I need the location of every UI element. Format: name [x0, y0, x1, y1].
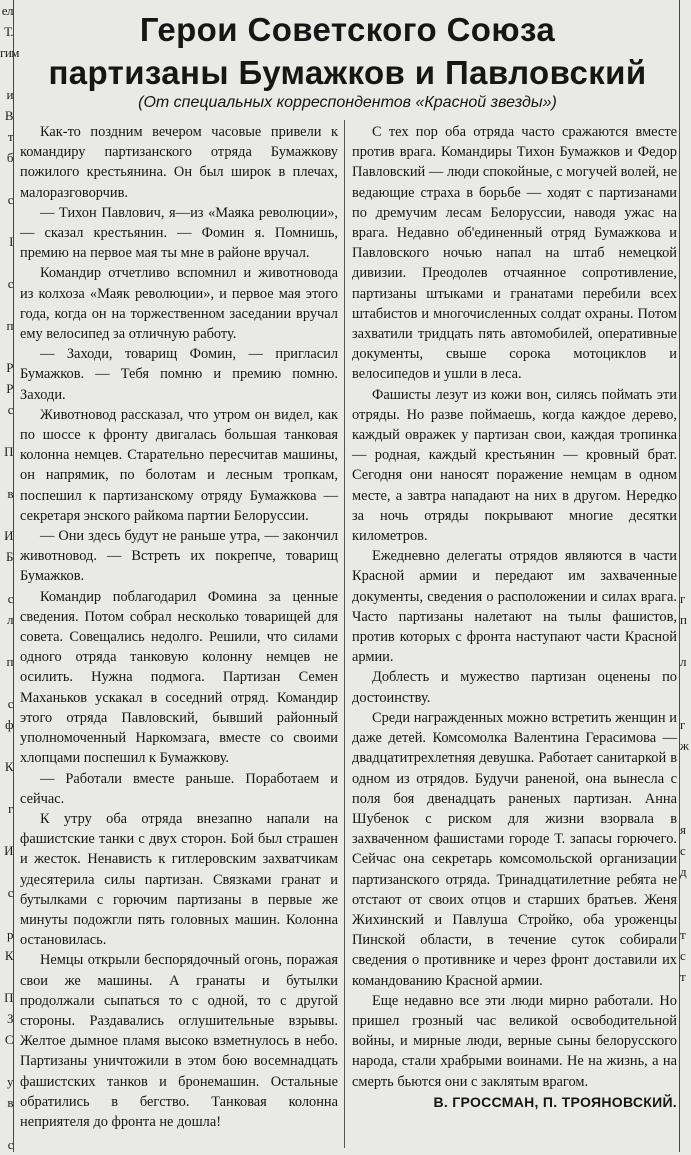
paragraph: Животновод рассказал, что утром он видел, как по шоссе к фронту двигалась большая танковая колонна немцев. Старательно пересчитав машины, он напрямик, по болотам и лесным тропкам, поспешил к партизанскому отряду Бумажкова — секретаря энского райкома партии Белоруссии.: [20, 406, 338, 524]
headline-line-2: партизаны Бумажков и Павловский: [48, 54, 647, 91]
headline-line-1: Герои Советского Союза: [139, 11, 556, 48]
article-headline: [20, 8, 675, 94]
article-column-right: [352, 122, 677, 1112]
paragraph: Еще недавно все эти люди мирно работали. Но пришел грозный час великой освободительной войны, и мирные люди, верные сыны белорусского народа, стали храбрыми воинами. Не на жизнь, а на смерть бьются они с заклятым врагом.: [352, 992, 677, 1090]
paragraph: С тех пор оба отряда часто сражаются вместе против врага. Командиры Тихон Бумажков и Федор Павловский — люди спокойные, с могучей волей, не ведающие страха в борьбе — ходят с партизанами по дремучим лесам Белоруссии, наводя ужас на врага. Недавно об'единенный отряд Бумажкова и Павловского ночью напал на штаб немецкой дивизии. Преодолев отчаянное сопротивление, партизаны штыками и гранатами перебили всех штабистов и многочисленных солдат охраны. Потом захватили тридцать пять автомобилей, оперативные документы, свыше сорока мотоциклов и велосипедов и ушли в леса.: [352, 124, 677, 383]
adjacent-column-fragment-left: ел Т. гим и В т б с I с п Р Р с П в И Б с л п с ф К г И с р К П З С у в с: [0, 0, 14, 1152]
paragraph: К утру оба отряда внезапно напали на фашистские танки с двух сторон. Бой был страшен и жесток. Ненависть к гитлеровским захватчикам удесятерила силы партизан. Связками гранат и бутылками с горючим партизаны в первые же минуты подожгли пять головных машин. Колонна остановилась.: [20, 810, 338, 949]
paragraph: Немцы открыли беспорядочный огонь, поражая свои же машины. А гранаты и бутылки продолжали сыпаться то с одной, то с другой стороны. Раздавались оглушительные взрывы. Желтое дымное пламя высоко взметнулось в небо. Партизаны уничтожили в этом бою восемнадцать фашистских танков и бронемашин. Остальные обратились в бегство. Танковая колонна неприятеля до фронта не дошла!: [20, 952, 338, 1130]
paragraph: Командир отчетливо вспомнил и животновода из колхоза «Маяк революции», и первое мая этого года, когда он на торжественном заседании вручал ему велосипед за отличную работу.: [20, 265, 338, 343]
paragraph: Командир поблагодарил Фомина за ценные сведения. Потом собрал несколько товарищей для совета. Совещались недолго. Решили, что силами одного отряда танковую колонну немцев не осилить. Нужна подмога. Партизан Семен Маханьков ускакал в соседний отряд. Командир этого отряда Павловский, бывший районный уполномоченный Наркомзага, вместе со своими хлопцами поспешил к Бумажкову.: [20, 588, 338, 767]
author-signature: В. ГРОССМАН, П. ТРОЯНОВСКИЙ.: [433, 1093, 677, 1110]
paragraph: — Они здесь будут не раньше утра, — закончил животновод. — Встреть их покрепче, товарищ Бумажков.: [20, 528, 338, 585]
paragraph: — Работали вместе раньше. Поработаем и сейчас.: [20, 770, 338, 807]
paragraph: Среди награжденных можно встретить женщин и даже детей. Комсомолка Валентина Герасимова — двадцатитрехлетняя девушка. Работает санитаркой в одном из отрядов. Будучи раненой, она вынесла с поля боя двенадцать раненых партизан. Анна Шубенок с риском для жизни взорвала в захваченном фашистами городе Т. запасы горючего. Сейчас она секретарь комсомольской организации партизанского отряда. Тринадцатилетние ребята не отстают от своих отцов и старших братьев. Женя Жихинский и Павлуша Стройко, оба уроженцы Пинской области, в течение суток собирали сведения о противнике и через фронт доставили их командованию Красной армии.: [352, 709, 677, 989]
paragraph: Фашисты лезут из кожи вон, силясь поймать эти отряды. Но разве поймаешь, когда каждое дерево, каждый овражек у партизан свои, каждая тропинка — родная, каждый крестьянин — кровный брат. Сегодня они наносят поражение немцам в одном месте, а завтра нападают на них в другом. Нередко за ночь отряды покрывают многие десятки километров.: [352, 386, 677, 545]
adjacent-column-fragment-right: г п л г ж я с д т с т: [679, 0, 691, 1152]
paragraph: — Тихон Павлович, я—из «Маяка революции», — сказал крестьянин. — Фомин я. Помнишь, премию на первое мая ты мне в районе вручал.: [20, 204, 338, 262]
paragraph: — Заходи, товарищ Фомин, — пригласил Бумажков. — Тебя помню и премию помню. Заходи.: [20, 346, 338, 403]
article-byline-source: (От специальных корреспондентов «Красной звезды»): [138, 94, 557, 111]
paragraph: Ежедневно делегаты отрядов являются в части Красной армии и передают им захваченные документы, сведения о расположении и силах врага. Часто партизаны налетают на тылы фашистов, против которых с фронта наступают части Красной армии.: [352, 548, 677, 666]
paragraph: Как-то поздним вечером часовые привели к командиру партизанского отряда Бумажкову пожилого крестьянина. Он был широк в плечах, малоразговорчив.: [20, 124, 338, 201]
article-column-left: [20, 122, 338, 1132]
paragraph: Доблесть и мужество партизан оценены по достоинству.: [352, 669, 677, 706]
column-divider: [344, 120, 345, 1148]
